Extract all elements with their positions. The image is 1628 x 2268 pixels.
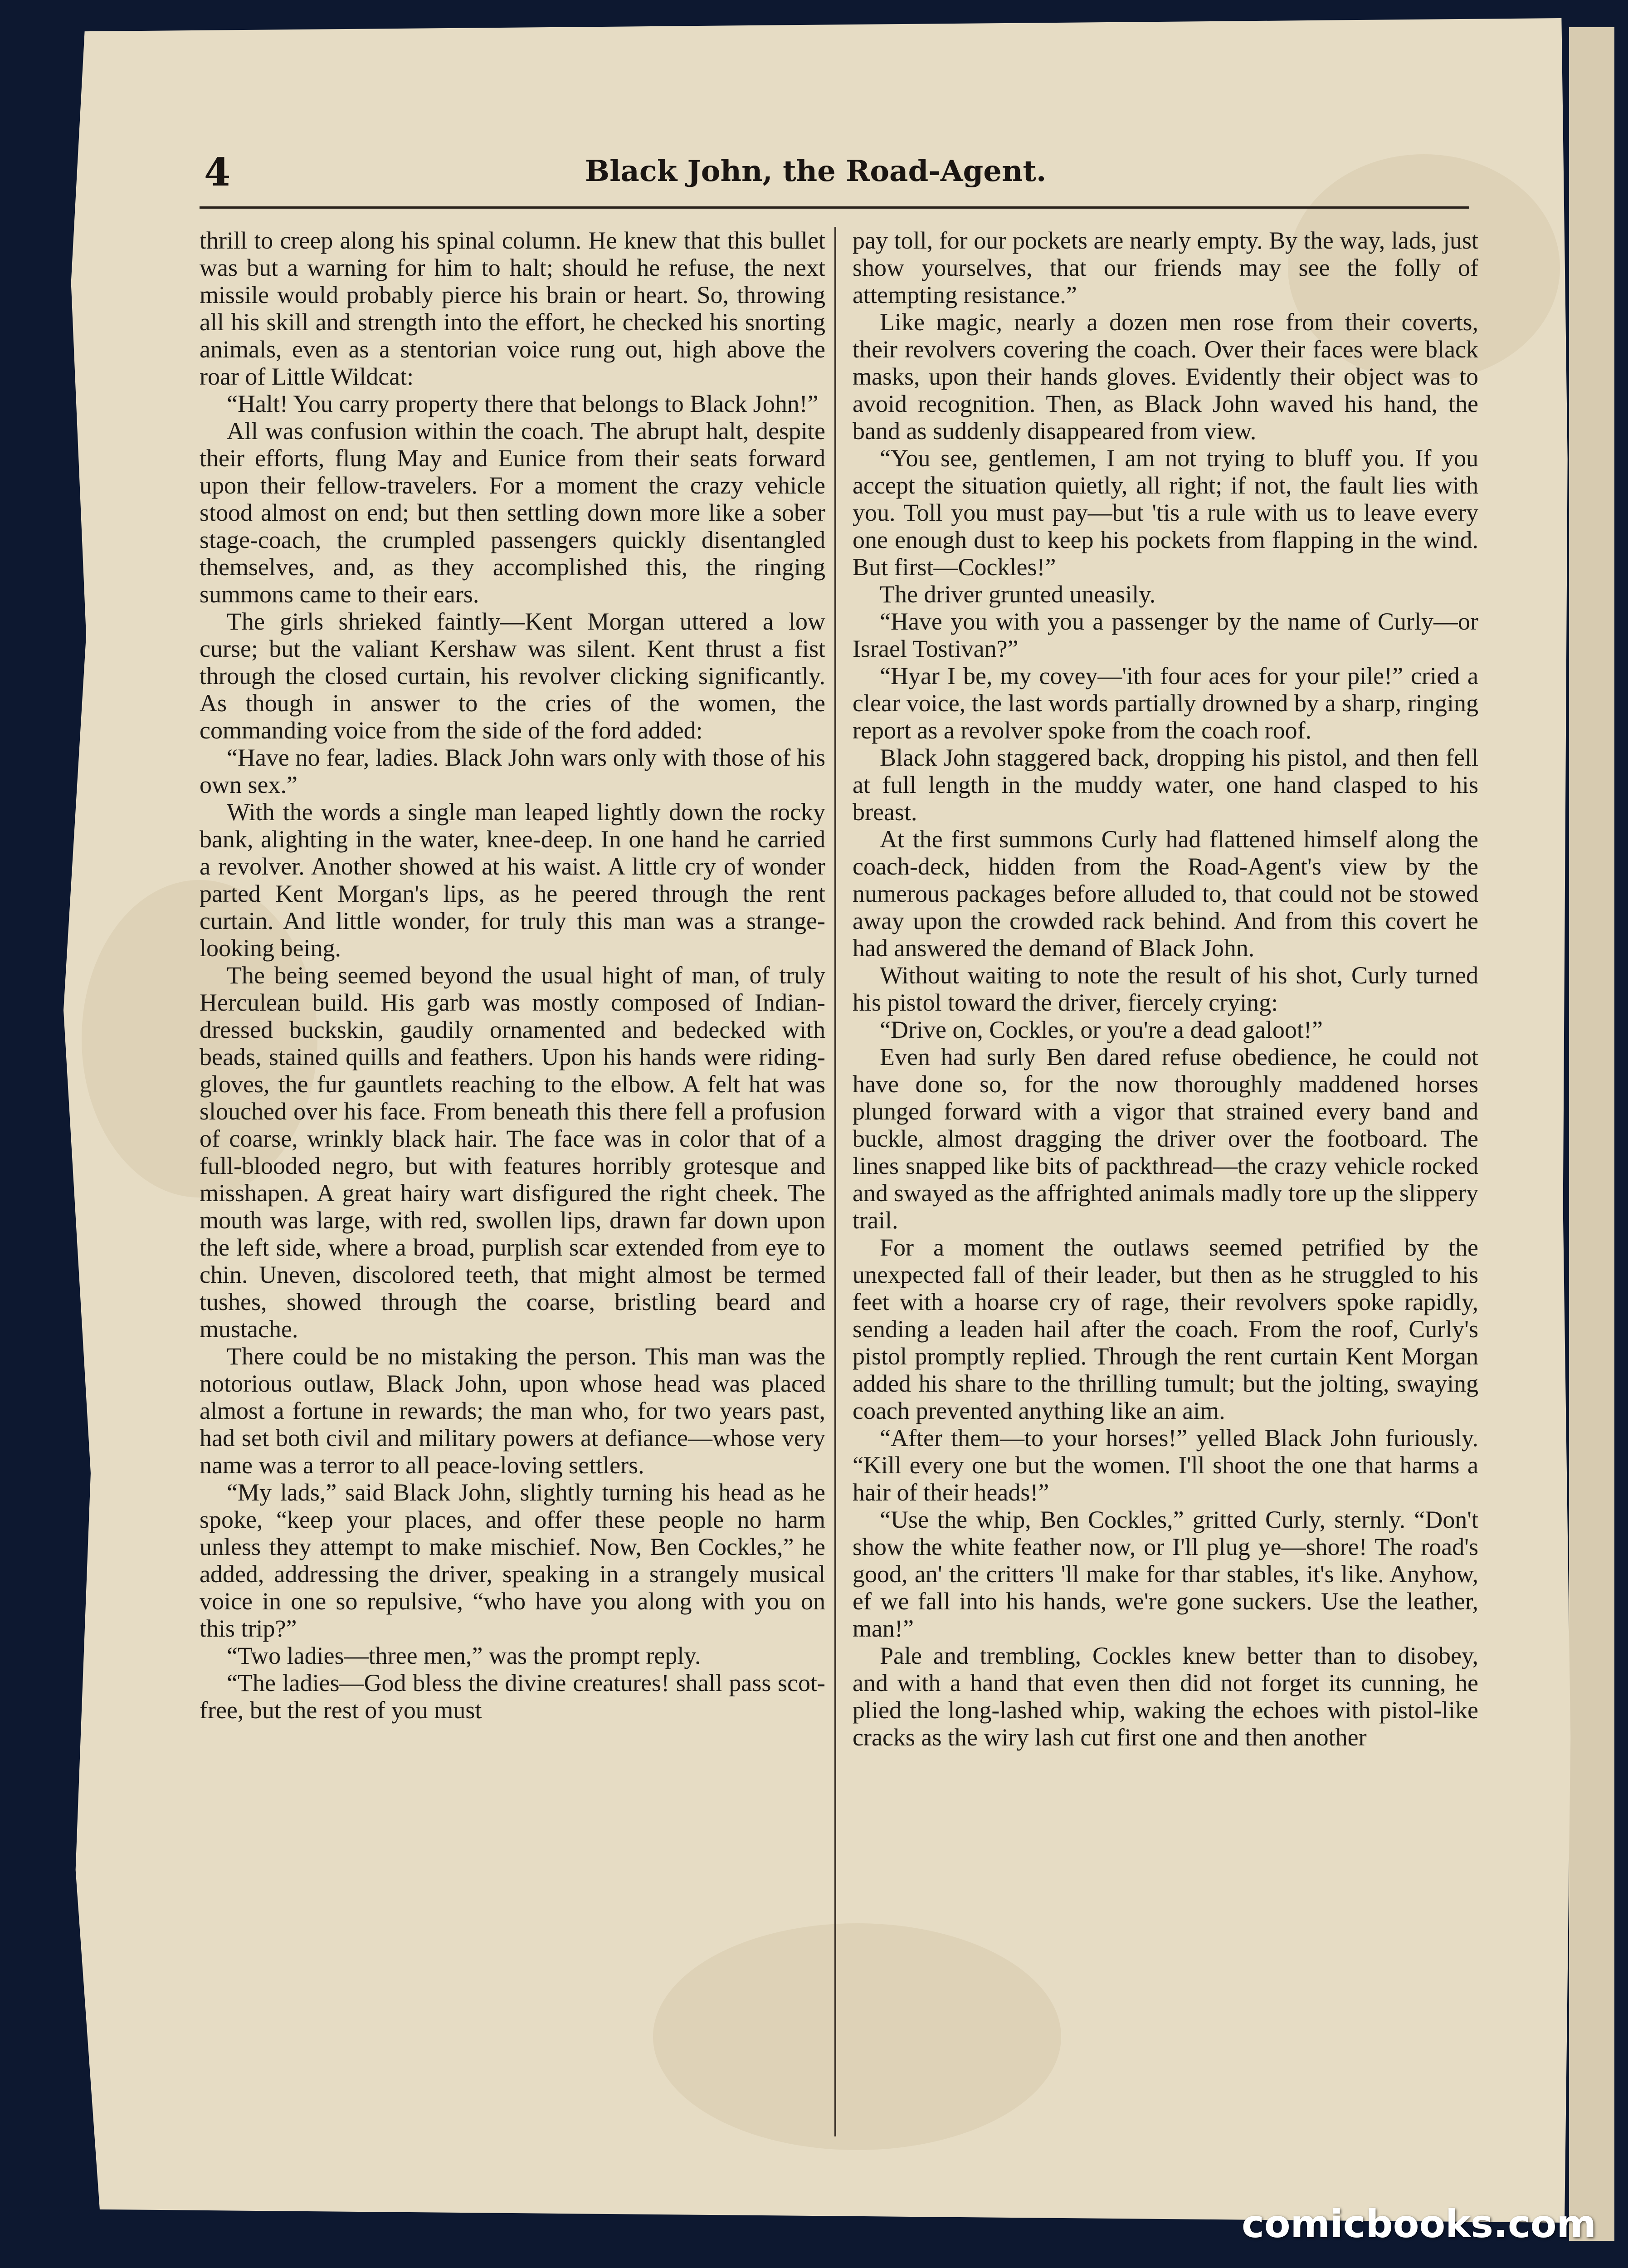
- paragraph: There could be no mistaking the person. This man was the notorious outlaw, Black John, upon whose head was placed almost a fortune in rewards; the man who, for two years past, had set both civil and military powers at defiance—whose very name was a terror to all peace-loving settlers.: [200, 1343, 825, 1479]
- paragraph: thrill to creep along his spinal column. He knew that this bullet was but a warning for him to halt; should he refuse, the next missile would probably pierce his brain or heart. So, throwing all his skill and strength into the effort, he checked his snorting animals, even as a stentorian voice rung out, high above the roar of Little Wildcat:: [200, 227, 825, 390]
- paragraph: “Drive on, Cockles, or you're a dead galoot!”: [880, 1016, 1323, 1043]
- paragraph: “Hyar I be, my covey—'ith four aces for your pile!” cried a clear voice, the last words partially drowned by a sharp, ringing report as a revolver spoke from the coach roof.: [853, 662, 1478, 744]
- page-number: 4: [204, 150, 231, 195]
- paragraph: The driver grunted uneasily.: [880, 581, 1156, 608]
- paragraph: “The ladies—God bless the divine creatures! shall pass scot-free, but the rest of you must: [200, 1669, 825, 1724]
- paragraph: “Two ladies—three men,” was the prompt reply.: [227, 1642, 701, 1669]
- paragraph: “Have you with you a passenger by the name of Curly—or Israel Tostivan?”: [853, 608, 1478, 662]
- adjacent-page-edge: [1569, 27, 1614, 2241]
- paragraph: Like magic, nearly a dozen men rose from their coverts, their revolvers covering the coach. Over their faces were black masks, upon their hands gloves. Evidently their object was to avoid recognition. Then, as Black John waved his hand, the band as suddenly disappeared from view.: [853, 308, 1478, 445]
- paragraph: “My lads,” said Black John, slightly turning his head as he spoke, “keep your places, and offer these people no harm unless they attempt to make mischief. Now, Ben Cockles,” he added, addressing the driver, speaking in a strangely musical voice in one so repulsive, “who have you along with you on this trip?”: [200, 1479, 825, 1642]
- running-title: Black John, the Road-Agent.: [585, 154, 1047, 188]
- paragraph: pay toll, for our pockets are nearly empty. By the way, lads, just show yourselves, that our friends may see the folly of attempting resistance.”: [853, 227, 1478, 308]
- right-column: [853, 227, 1478, 2141]
- paragraph: For a moment the outlaws seemed petrified by the unexpected fall of their leader, but then as he struggled to his feet with a hoarse cry of rage, their revolvers spoke rapidly, sending a leaden hail after the coach. From the roof, Curly's pistol promptly replied. Through the rent curtain Kent Morgan added his share to the thrilling tumult; but the jolting, swaying coach prevented anything like an aim.: [853, 1234, 1478, 1424]
- paragraph: Black John staggered back, dropping his pistol, and then fell at full length in the muddy water, one hand clasped to his breast.: [853, 744, 1478, 826]
- paragraph: The girls shrieked faintly—Kent Morgan uttered a low curse; but the valiant Kershaw was silent. Kent thrust a fist through the closed curtain, his revolver clicking significantly. As though in answer to the cries of the women, the commanding voice from the side of the ford added:: [200, 608, 825, 744]
- paragraph: “You see, gentlemen, I am not trying to bluff you. If you accept the situation quietly, all right; if not, the fault lies with you. Toll you must pay—but 'tis a rule with us to leave every one enough dust to keep his pockets from flapping in the wind. But first—Cockles!”: [853, 445, 1478, 581]
- column-divider: [834, 227, 836, 2136]
- paragraph: “Have no fear, ladies. Black John wars only with those of his own sex.”: [200, 744, 825, 798]
- paragraph: Pale and trembling, Cockles knew better than to disobey, and with a hand that even then did not forget its cunning, he plied the long-lashed whip, waking the echoes with pistol-like cracks as the wiry lash cut first one and then another: [853, 1642, 1478, 1751]
- paragraph: The being seemed beyond the usual hight of man, of truly Herculean build. His garb was mostly composed of Indian-dressed buckskin, gaudily ornamented and bedecked with beads, stained quills and feathers. Upon his hands were riding-gloves, the fur gauntlets reaching to the elbow. A felt hat was slouched over his face. From beneath this there fell a profusion of coarse, wrinkly black hair. The face was in color that of a full-blooded negro, but with features horribly grotesque and misshapen. A great hairy wart disfigured the right cheek. The mouth was large, with red, swollen lips, drawn far down upon the left side, where a broad, purplish scar extended from eye to chin. Uneven, discolored teeth, that might almost be termed tushes, showed through the coarse, bristling beard and mustache.: [200, 962, 825, 1343]
- header-rule: [200, 206, 1469, 209]
- paragraph: With the words a single man leaped lightly down the rocky bank, alighting in the water, knee-deep. In one hand he carried a revolver. Another showed at his waist. A little cry of wonder parted Kent Morgan's lips, as he peered through the rent curtain. And little wonder, for truly this man was a strange-looking being.: [200, 798, 825, 962]
- page-header: [132, 150, 1469, 204]
- paragraph: “Halt! You carry property there that belongs to Black John!”: [227, 390, 819, 417]
- left-column: [200, 227, 825, 2141]
- paragraph: “After them—to your horses!” yelled Black John furiously. “Kill every one but the women. I'll shoot the one that harms a hair of their heads!”: [853, 1424, 1478, 1506]
- paragraph: All was confusion within the coach. The abrupt halt, despite their efforts, flung May and Eunice from their seats forward upon their fellow-travelers. For a moment the crazy vehicle stood almost on end; but then settling down more like a sober stage-coach, the crumpled passengers quickly disentangled themselves, and, as they accomplished this, the ringing summons came to their ears.: [200, 417, 825, 608]
- paragraph: Even had surly Ben dared refuse obedience, he could not have done so, for the now thoroughly maddened horses plunged forward with a vigor that strained every band and buckle, almost dragging the driver over the footboard. The lines snapped like bits of packthread—the crazy vehicle rocked and swayed as the affrighted animals madly tore up the slippery trail.: [853, 1043, 1478, 1234]
- paragraph: “Use the whip, Ben Cockles,” gritted Curly, sternly. “Don't show the white feather now, or I'll plug ye—shore! The road's good, an' the critters 'll make for thar stables, it's like. Anyhow, ef we fall into his hands, we're gone suckers. Use the leather, man!”: [853, 1506, 1478, 1642]
- paragraph: Without waiting to note the result of his shot, Curly turned his pistol toward the driver, fiercely crying:: [853, 962, 1478, 1016]
- paragraph: At the first summons Curly had flattened himself along the coach-deck, hidden from the Road-Agent's view by the numerous packages before alluded to, that could not be stowed away upon the crowded rack behind. And from this covert he had answered the demand of Black John.: [853, 826, 1478, 962]
- watermark: comicbooks.com: [1242, 2202, 1596, 2246]
